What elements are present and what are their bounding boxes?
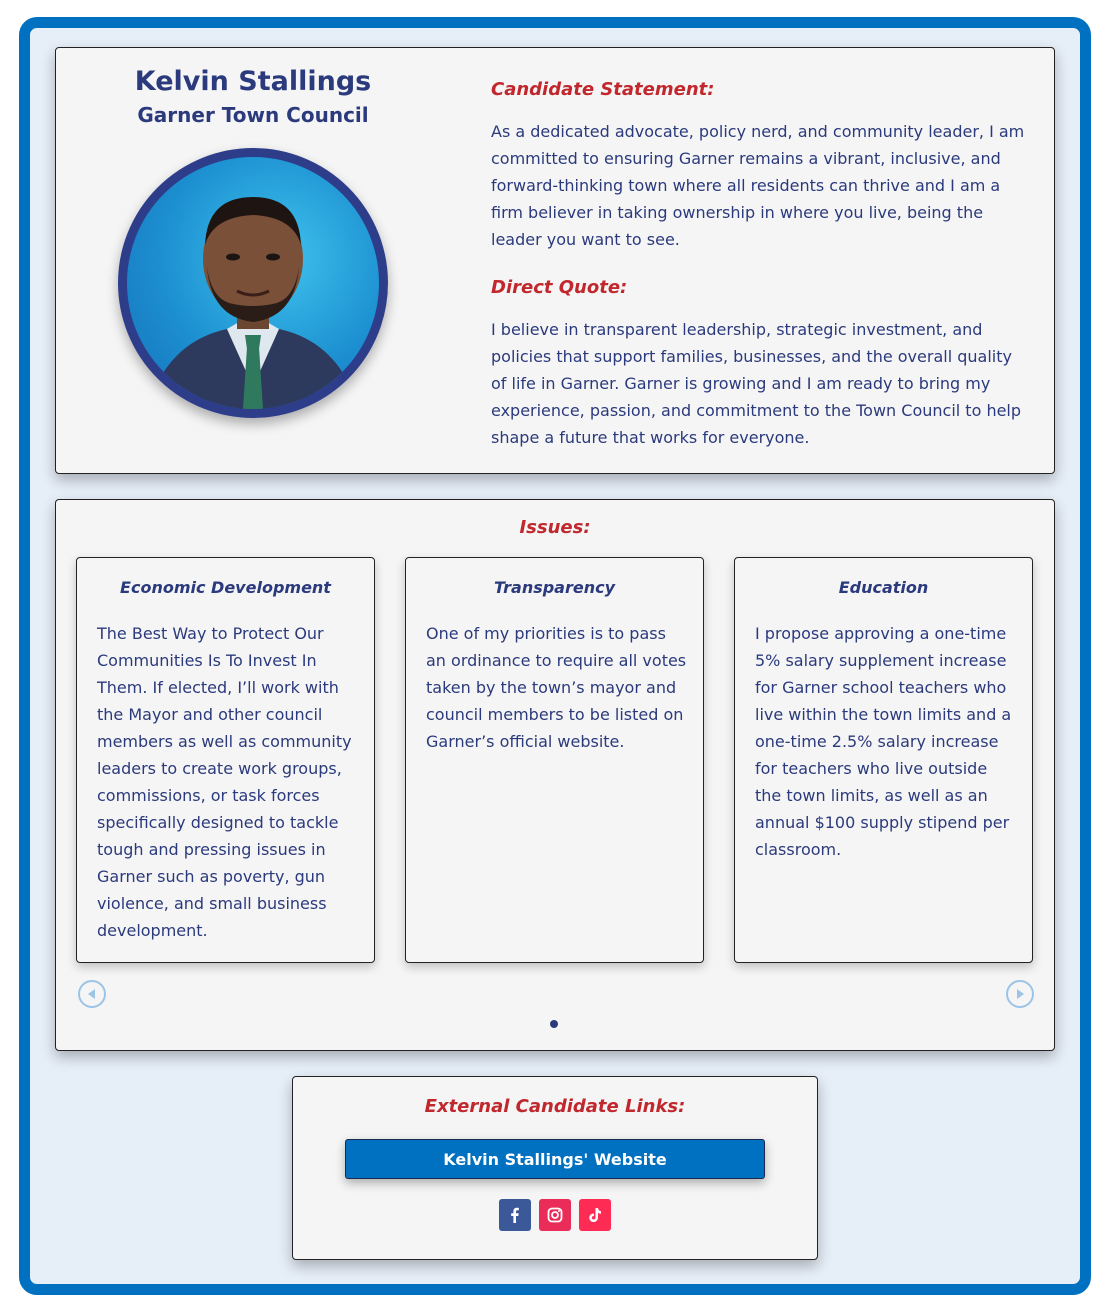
issue-text: One of my priorities is to pass an ordinance to require all votes taken by the town’s mayor and council members to be listed on Garner’s official website. <box>426 624 687 751</box>
instagram-icon <box>547 1207 563 1223</box>
issue-title: Transparency <box>493 578 616 597</box>
external-links-heading: External Candidate Links: <box>424 1096 686 1117</box>
candidate-office: Garner Town Council <box>137 103 369 127</box>
tiktok-link[interactable] <box>579 1199 611 1231</box>
tiktok-icon <box>587 1207 603 1223</box>
direct-quote-heading: Direct Quote: <box>491 277 628 298</box>
arrow-left-icon <box>85 987 99 1001</box>
candidate-name: Kelvin Stallings <box>134 66 372 97</box>
facebook-icon <box>507 1207 523 1223</box>
issue-title: Education <box>838 578 929 597</box>
issue-text: I propose approving a one-time 5% salary supplement increase for Garner school teachers who live within the town limits and a one-time 2.5% salary increase for teachers who live outside the town limits, as well as an annual $100 supply stipend per classroom. <box>755 624 1012 859</box>
issue-card-economic-development <box>76 557 375 963</box>
carousel-dot-active[interactable] <box>550 1020 558 1028</box>
candidate-statement-heading: Candidate Statement: <box>491 79 715 100</box>
issue-text: The Best Way to Protect Our Communities Is To Invest In Them. If elected, I’ll work with the Mayor and other council members as well as community leaders to create work groups, commissions, or task forces specifically designed to tackle tough and pressing issues in Garner such as poverty, gun violence, and small business development. <box>97 624 352 940</box>
issues-panel <box>55 499 1055 1051</box>
issue-card-education <box>734 557 1033 963</box>
issues-heading: Issues: <box>519 517 591 538</box>
instagram-link[interactable] <box>539 1199 571 1231</box>
candidate-profile-panel <box>55 47 1055 474</box>
candidate-portrait-illustration <box>127 157 379 409</box>
carousel-next-button[interactable] <box>1006 980 1034 1008</box>
external-links-panel <box>292 1076 818 1260</box>
direct-quote-text: I believe in transparent leadership, strategic investment, and policies that support families, businesses, and the overall quality of life in Garner. Garner is growing and I am ready to bring my experience, passion, and commitment to the Town Council to help shape a future that works for everyone. <box>491 320 1022 447</box>
facebook-link[interactable] <box>499 1199 531 1231</box>
candidate-statement-text: As a dedicated advocate, policy nerd, and community leader, I am committed to ensuring Garner remains a vibrant, inclusive, and forward-thinking town where all residents can thrive and I am a firm believer in taking ownership in where you live, being the leader you want to see. <box>491 122 1025 249</box>
issue-title: Economic Development <box>120 578 331 597</box>
arrow-right-icon <box>1013 987 1027 1001</box>
candidate-website-button[interactable]: Kelvin Stallings' Website <box>345 1139 765 1179</box>
carousel-prev-button[interactable] <box>78 980 106 1008</box>
candidate-photo <box>118 148 388 418</box>
issue-card-transparency <box>405 557 704 963</box>
